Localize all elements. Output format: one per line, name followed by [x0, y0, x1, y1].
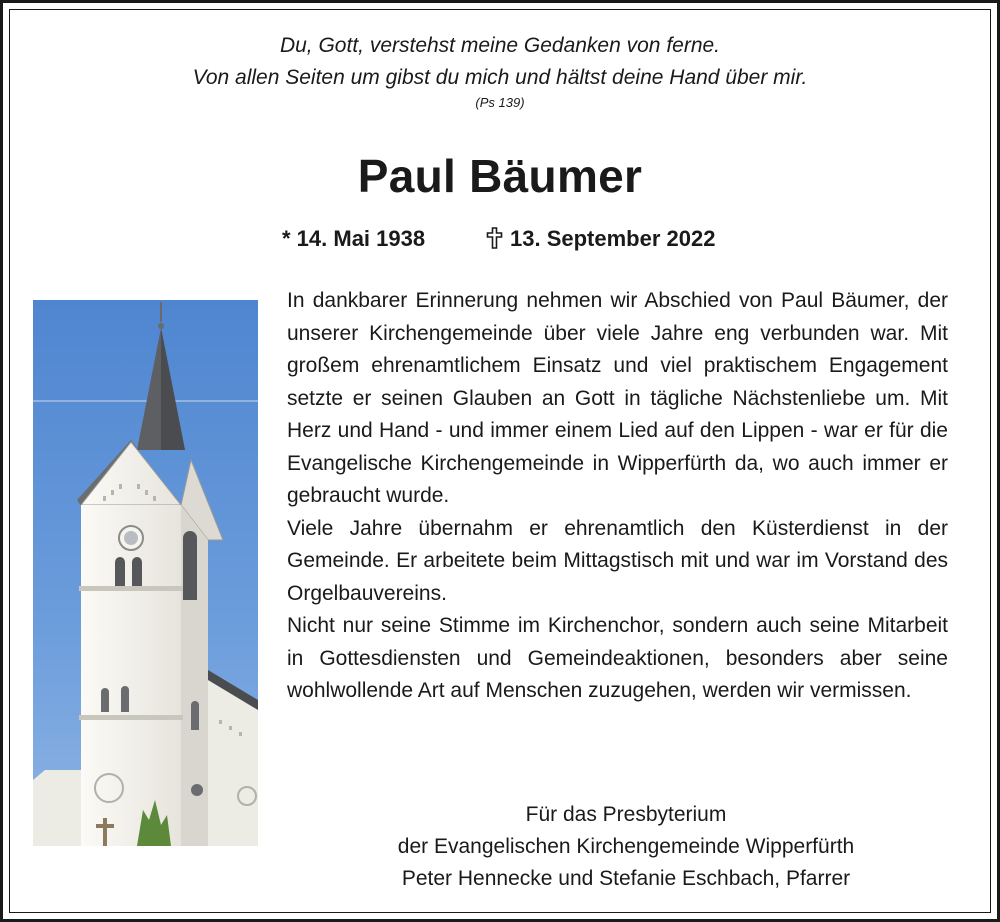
bible-quote-line-1: Du, Gott, verstehst meine Gedanken von ferne. — [279, 34, 721, 57]
obituary-paragraph-1: In dankbarer Erinnerung nehmen wir Abschied von Paul Bäumer, der unserer Kirchengemeinde über viele Jahre eng verbunden war. Mit großem ehrenamtlichem Einsatz und viel praktischem Engagement setzte er seinen Glauben an Gott in tägliche Nächstenliebe um. Mit Herz und Hand - und immer einem Lied auf den Lippen - war er für die Evangelische Kirchengemeinde in Wipperfürth da, wo auch immer er gebraucht wurde. — [287, 289, 948, 507]
deceased-name: Paul Bäumer — [357, 150, 643, 202]
obituary-paragraph-3: Nicht nur seine Stimme im Kirchenchor, sondern auch seine Mitarbeit in Gottesdiensten und Gemeindeaktionen, besonders aber seine wohlwollende Art auf Menschen zuzugehen, werden wir vermissen. — [287, 614, 948, 702]
obituary-text — [287, 285, 948, 708]
life-dates — [0, 224, 1000, 254]
death-date-group — [486, 224, 715, 254]
bible-quote-line-2: Von allen Seiten um gibst du mich und hältst deine Hand über mir. — [192, 66, 808, 89]
latin-cross-icon — [486, 227, 503, 249]
birth-date: * 14. Mai 1938 — [282, 226, 426, 251]
church-tower-image — [33, 300, 258, 846]
signature-line-1: Für das Presbyterium — [525, 803, 727, 826]
bible-quote-reference: (Ps 139) — [475, 95, 525, 110]
obituary-paragraph-2: Viele Jahre übernahm er ehrenamtlich den Küsterdienst in der Gemeinde. Er arbeitete beim Mittagstisch mit und war im Vorstand des Orgelbauvereins. — [287, 516, 948, 605]
death-date: 13. September 2022 — [510, 226, 716, 251]
signature-line-2: der Evangelischen Kirchengemeinde Wipperfürth — [397, 835, 855, 858]
church-tower-illustration — [33, 300, 258, 846]
signature-line-3: Peter Hennecke und Stefanie Eschbach, Pfarrer — [401, 867, 851, 890]
